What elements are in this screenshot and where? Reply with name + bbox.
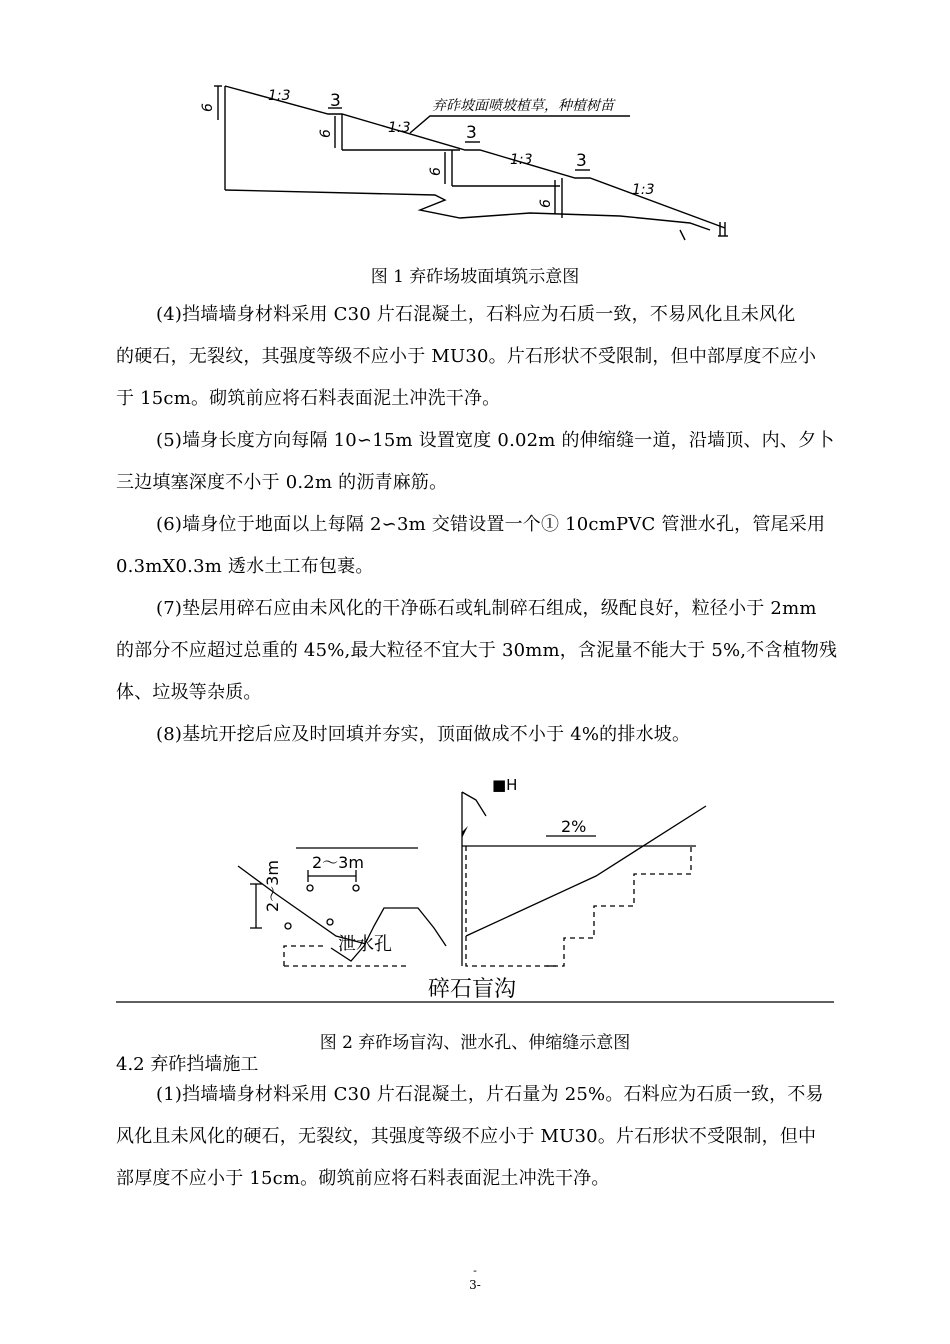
- fig1-dim-6-c: 6: [428, 167, 444, 176]
- paragraph-line: 于 15cm。砌筑前应将石料表面泥土冲洗干净。: [116, 388, 501, 409]
- paragraph-line: (7)垫层用碎石应由未风化的干净砾石或轧制碎石组成，级配良好，粒径小于 2mm: [156, 598, 817, 619]
- paragraph-line: 部厚度不应小于 15cm。砌筑前应将石料表面泥土冲洗干净。: [116, 1168, 610, 1189]
- paragraph-line: (8)基坑开挖后应及时回填并夯实，顶面做成不小于 4%的排水坡。: [156, 724, 691, 745]
- fig1-dim-6-d: 6: [538, 199, 554, 208]
- paragraph-line: (6)墙身位于地面以上每隔 2∽3m 交错设置一个① 10cmPVC 管泄水孔，管尾采用: [156, 514, 826, 535]
- fig1-ratio-b: 1:3: [388, 120, 411, 136]
- paragraph-line: (5)墙身长度方向每隔 10∽15m 设置宽度 0.02m 的伸缩缝一道，沿墙顶、内、夕卜: [156, 430, 835, 451]
- fig1-dim-6-a: 6: [200, 103, 216, 112]
- paragraph-line: 0.3mX0.3m 透水土工布包裹。: [116, 556, 374, 577]
- fig2-spacing-vertical: 2～3m: [263, 860, 282, 912]
- footer-dash: -: [473, 1264, 477, 1277]
- paragraph-block-a: [116, 294, 838, 756]
- fig1-ratio-c: 1:3: [510, 152, 533, 168]
- fig1-annotation: 弃砟坡面喷坡植草，种植树苗: [432, 98, 614, 114]
- paragraph-item-8: [116, 714, 834, 756]
- paragraph-line: 风化且未风化的硬石，无裂纹，其强度等级不应小于 MU30。片石形状不受限制，但中: [116, 1126, 817, 1147]
- paragraph-line: 体、垃圾等杂质。: [116, 682, 262, 703]
- paragraph-line: 的硬石，无裂纹，其强度等级不应小于 MU30。片石形状不受限制，但中部厚度不应小: [116, 346, 817, 367]
- fig2-top-mark: ■H: [492, 776, 518, 794]
- paragraph-item-6: [116, 504, 834, 588]
- fig1-dim-3-c: 3: [576, 151, 587, 171]
- paragraph-item-7: [116, 588, 838, 714]
- paragraph-line: 的部分不应超过总重的 45%,最大粒径不宜大于 30mm，含泥量不能大于 5%,不含植物残: [116, 640, 838, 661]
- figure-2-drain-diagram: [116, 776, 836, 1006]
- fig2-slope-percent: 2%: [561, 817, 587, 836]
- section-heading: 4.2 弃砟挡墙施工: [116, 1054, 259, 1075]
- fig1-ratio-d: 1:3: [632, 182, 655, 198]
- fig1-dim-3-a: 3: [330, 91, 341, 111]
- figure-2-caption: 图 2 弃砟场盲沟、泄水孔、伸缩缝示意图: [319, 1033, 631, 1053]
- fig1-ratio-a: 1:3: [268, 88, 291, 104]
- fig1-dim-3-b: 3: [466, 123, 477, 143]
- fig2-gravel-drain-label: 碎石盲沟: [428, 977, 517, 1002]
- paragraph-line: 三边填塞深度不小于 0.2m 的沥青麻筋。: [116, 472, 448, 493]
- paragraph-line: (1)挡墙墙身材料采用 C30 片石混凝土，片石量为 25%。石料应为石质一致，不易: [156, 1084, 824, 1105]
- figure-1-slope-diagram: [180, 78, 740, 250]
- fig2-weep-hole-label: 泄水孔: [338, 934, 392, 955]
- fig2-spacing-horizontal: 2～3m: [312, 853, 364, 872]
- section-paragraph: [116, 1074, 834, 1200]
- paragraph-line: (4)挡墙墙身材料采用 C30 片石混凝土，石料应为石质一致，不易风化且未风化: [156, 304, 796, 325]
- figure-1-caption: 图 1 弃砟场坡面填筑示意图: [370, 267, 580, 287]
- fig1-dim-6-b: 6: [318, 129, 334, 138]
- page-number: 3-: [469, 1278, 481, 1292]
- paragraph-item-4: [116, 294, 834, 420]
- paragraph-item-5: [116, 420, 834, 504]
